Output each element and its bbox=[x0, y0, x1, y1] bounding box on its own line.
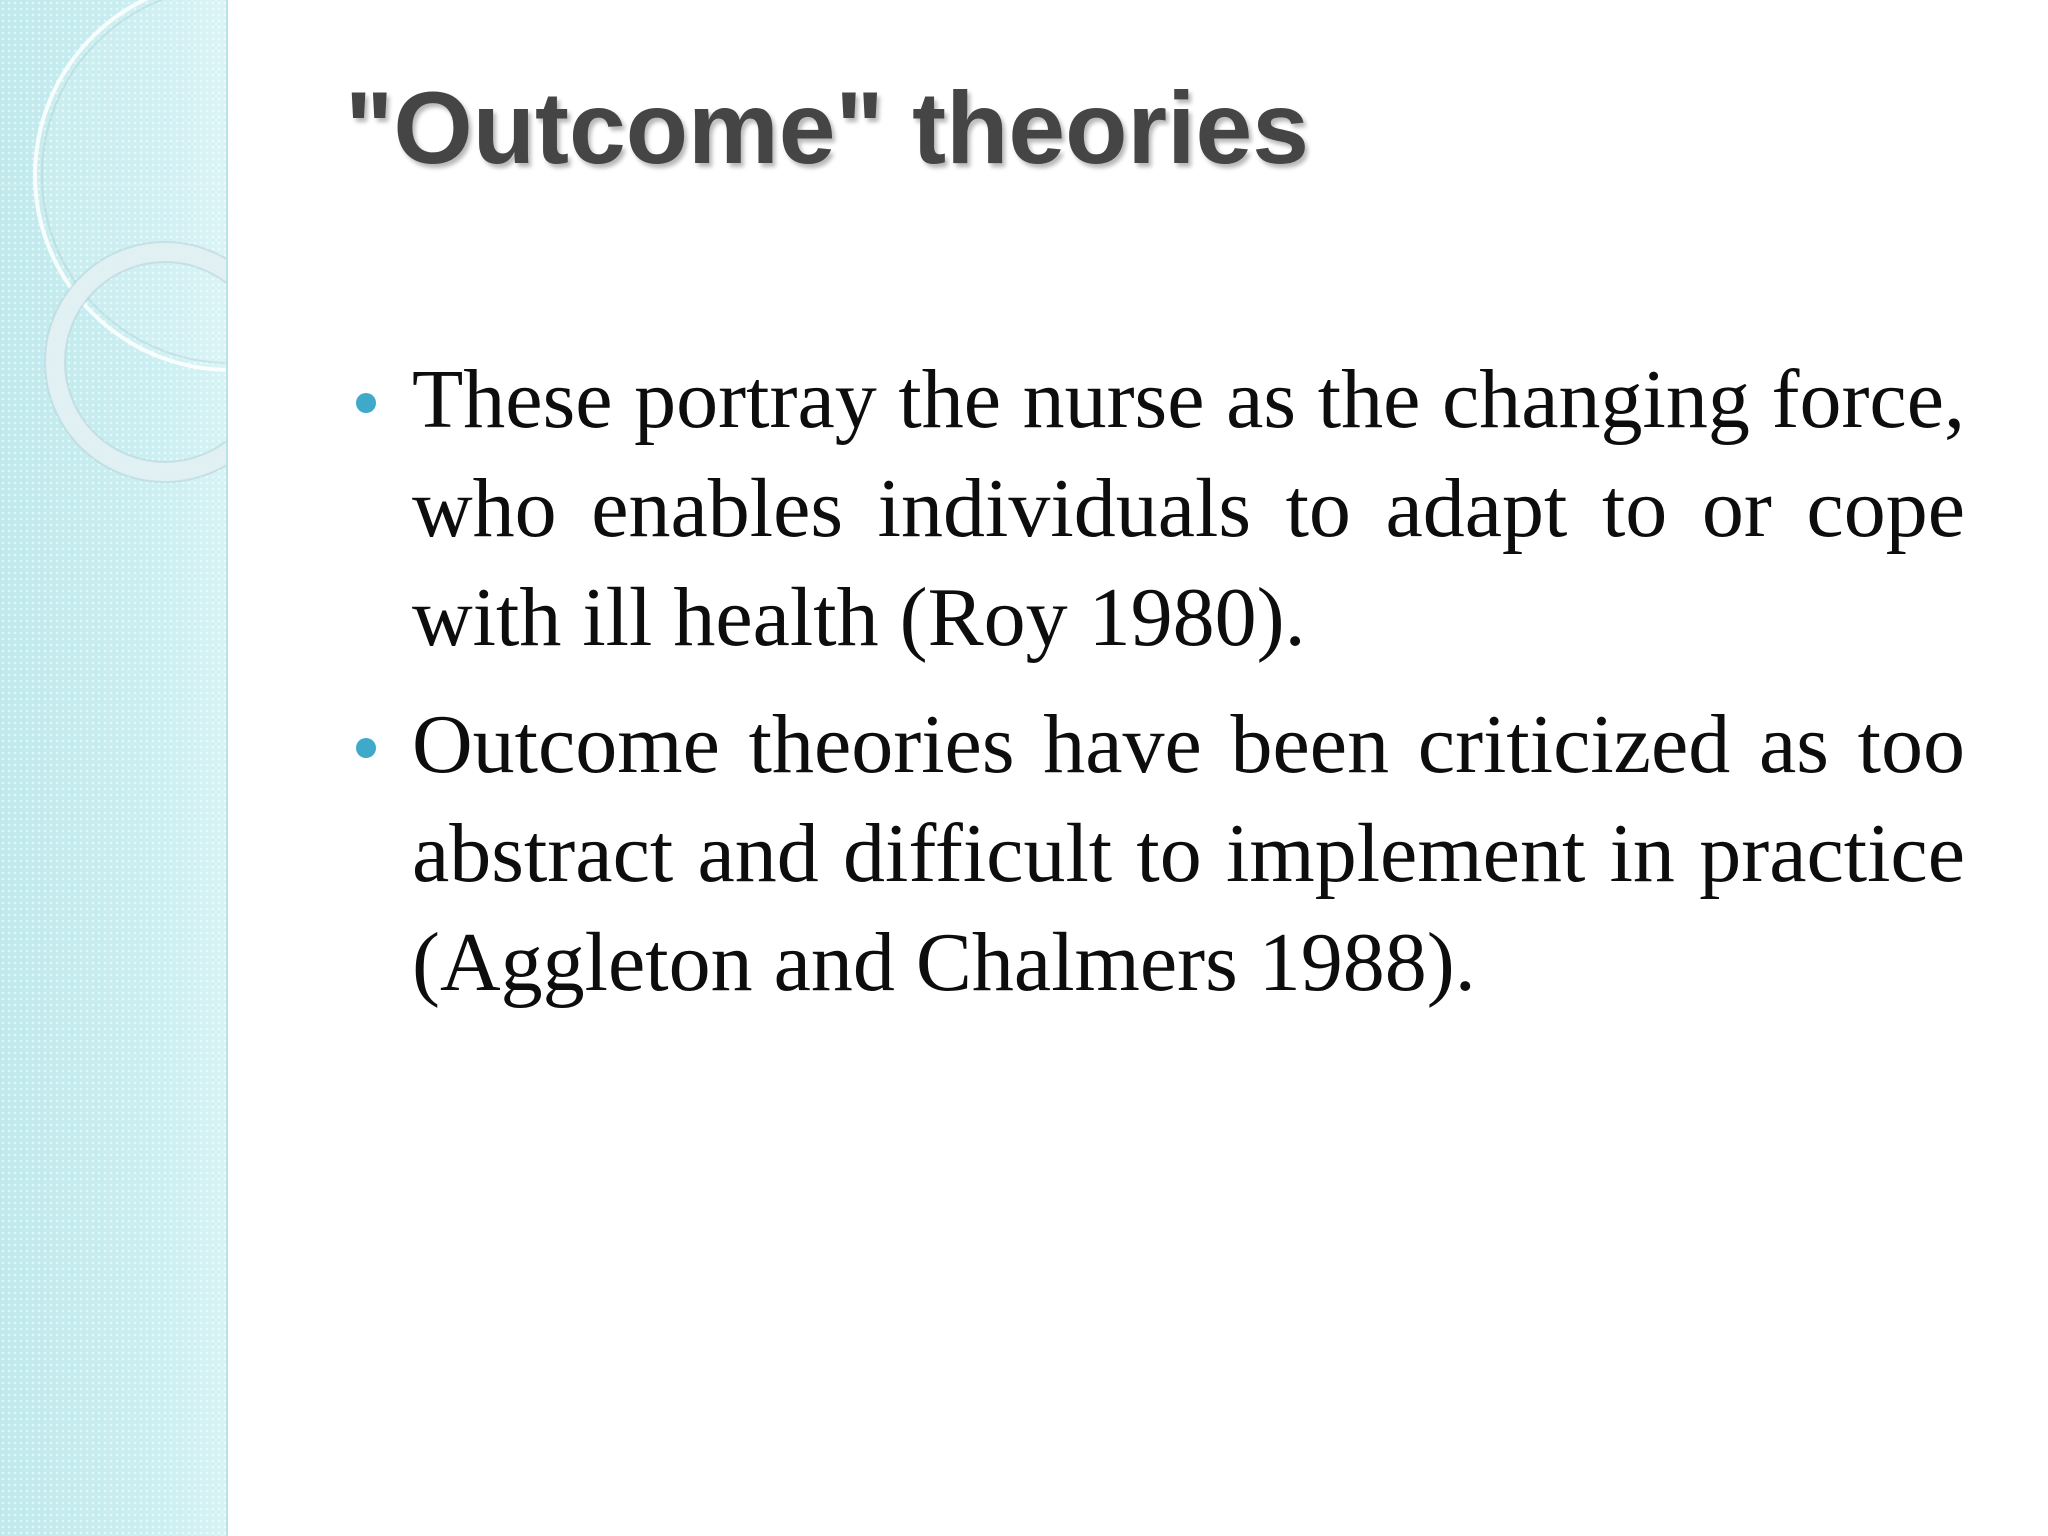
sidebar-edge bbox=[226, 0, 228, 1536]
bullet-item bbox=[350, 690, 1965, 1017]
bullet-dot-icon bbox=[356, 393, 376, 413]
bullet-dot-icon bbox=[356, 738, 376, 758]
bullet-text: Outcome theories have been criticized as too abstract and difficult to implement in practice (Aggleton and Chalmers 1988). bbox=[412, 698, 1965, 1009]
bullet-item bbox=[350, 345, 1965, 672]
slide-title: "Outcome" theories bbox=[345, 71, 1309, 185]
bullet-list bbox=[350, 345, 1965, 1035]
decorative-rings-icon bbox=[0, 0, 228, 520]
decorative-sidebar bbox=[0, 0, 228, 1536]
bullet-text: These portray the nurse as the changing force, who enables individuals to adapt to or cope with ill health (Roy 1980). bbox=[412, 353, 1965, 664]
